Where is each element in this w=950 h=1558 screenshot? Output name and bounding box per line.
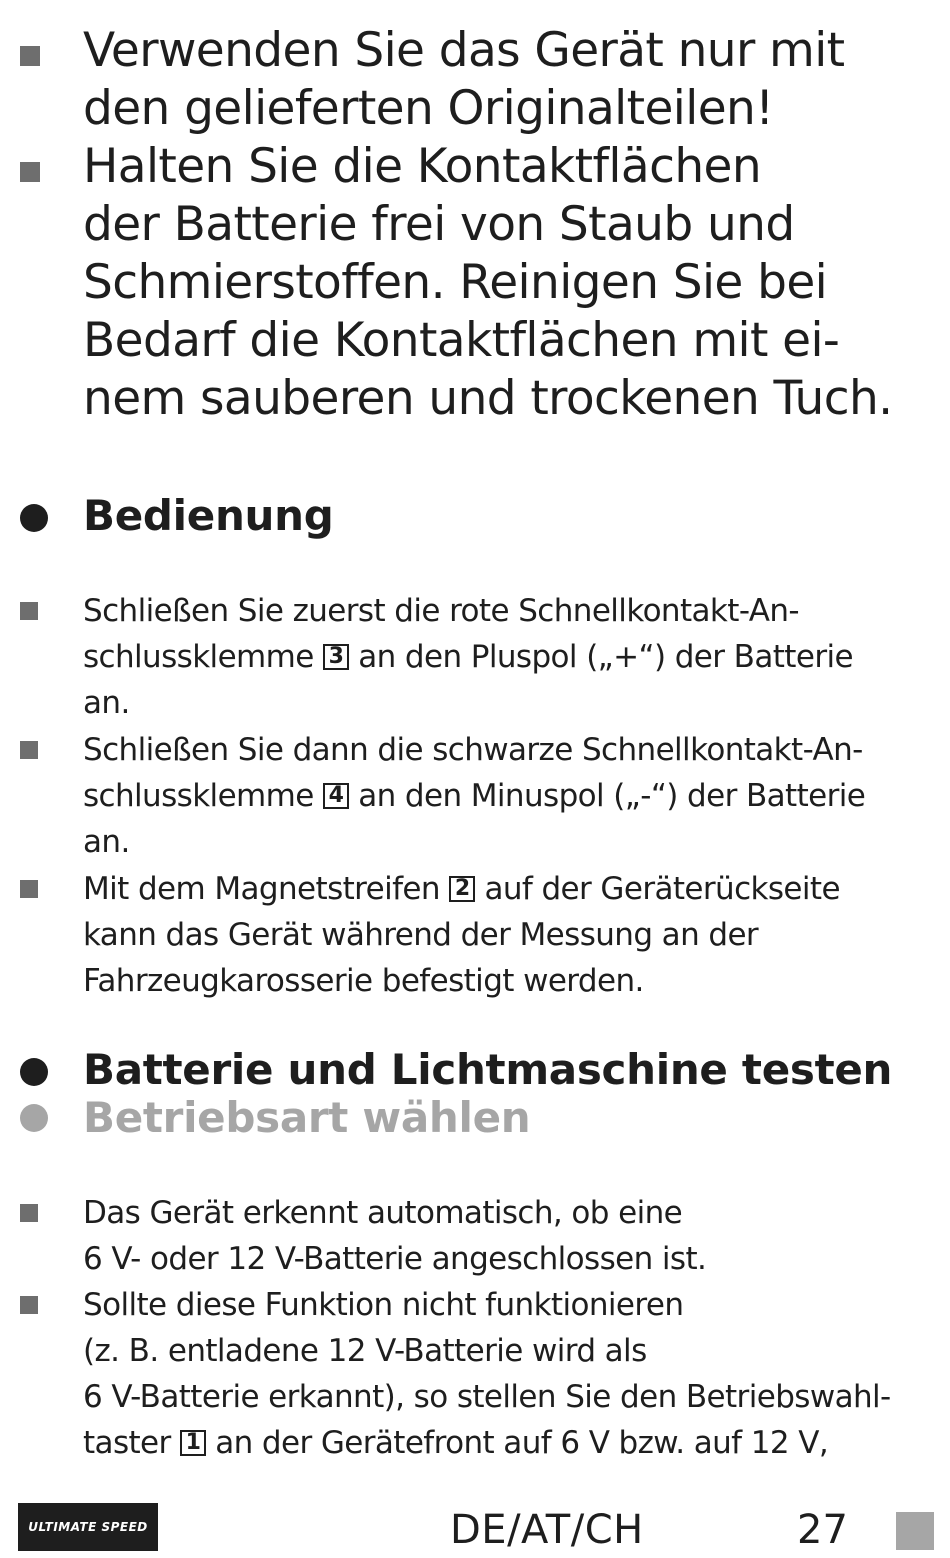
list-item xyxy=(0,588,950,726)
footer-region-label: DE/AT/CH xyxy=(450,1507,644,1553)
list-item-text: Schließen Sie zuerst die rote Schnellkontakt-An- schlussklemme xyxy=(83,593,799,675)
bullet-square-icon xyxy=(20,162,40,182)
list-item xyxy=(0,866,950,1004)
bullet-square-icon xyxy=(20,880,38,898)
bullet-square-icon xyxy=(20,1204,38,1222)
section-subheading-betriebsart xyxy=(0,1094,950,1144)
bullet-dot-icon xyxy=(20,504,48,532)
bullet-square-icon xyxy=(20,46,40,66)
section-title: Bedienung xyxy=(83,491,334,540)
intro-bullet-2 xyxy=(0,138,950,428)
list-item-text: an den Minuspol („-“) der Batterie an. xyxy=(83,778,866,860)
list-item-text: Sollte diese Funktion nicht funktionieren (z. B. entladene 12 V-Batterie wird als 6 V-Batterie erkannt), so stellen Sie den Betriebswahl- taster xyxy=(83,1287,891,1461)
list-item xyxy=(0,727,950,865)
section-heading-bedienung xyxy=(0,492,950,542)
list-item xyxy=(0,1282,950,1466)
bullet-square-icon xyxy=(20,602,38,620)
reference-number-badge: 4 xyxy=(323,783,349,809)
list-item-text: an der Gerätefront auf 6 V bzw. auf 12 V, xyxy=(205,1425,829,1461)
list-item xyxy=(0,1190,950,1282)
list-item-text: Das Gerät erkennt automatisch, ob eine 6 V- oder 12 V-Batterie angeschlossen ist. xyxy=(83,1195,707,1277)
section-title: Batterie und Lichtmaschine testen xyxy=(83,1045,893,1094)
reference-number-badge: 3 xyxy=(323,644,349,670)
page-number: 27 xyxy=(797,1507,848,1553)
section-subtitle: Betriebsart wählen xyxy=(83,1093,531,1142)
intro-bullet-1 xyxy=(0,22,950,138)
section-heading-test xyxy=(0,1046,950,1096)
brand-logo xyxy=(18,1503,158,1551)
brand-logo-text: ULTIMATE SPEED xyxy=(28,1520,148,1534)
list-item-text: an den Pluspol („+“) der Batterie an. xyxy=(83,639,853,721)
bullet-dot-icon xyxy=(20,1104,48,1132)
list-item-text: auf der Geräterückseite kann das Gerät während der Messung an der Fahrzeugkarosserie befestigt werden. xyxy=(83,871,840,999)
bullet-square-icon xyxy=(20,1296,38,1314)
bullet-square-icon xyxy=(20,741,38,759)
list-item-text: Mit dem Magnetstreifen xyxy=(83,871,450,907)
list-item-text: Schließen Sie dann die schwarze Schnellkontakt-An- schlussklemme xyxy=(83,732,863,814)
reference-number-badge: 2 xyxy=(449,876,475,902)
page-marker-square xyxy=(896,1512,934,1550)
reference-number-badge: 1 xyxy=(180,1430,206,1456)
bullet-dot-icon xyxy=(20,1058,48,1086)
intro-bullet-text: Halten Sie die Kontaktflächen der Batterie frei von Staub und Schmierstoffen. Reinigen Sie bei Bedarf die Kontaktflächen mit ei- nem sauberen und trockenen Tuch. xyxy=(83,139,893,426)
intro-bullet-text: Verwenden Sie das Gerät nur mit den gelieferten Originalteilen! xyxy=(83,23,845,136)
